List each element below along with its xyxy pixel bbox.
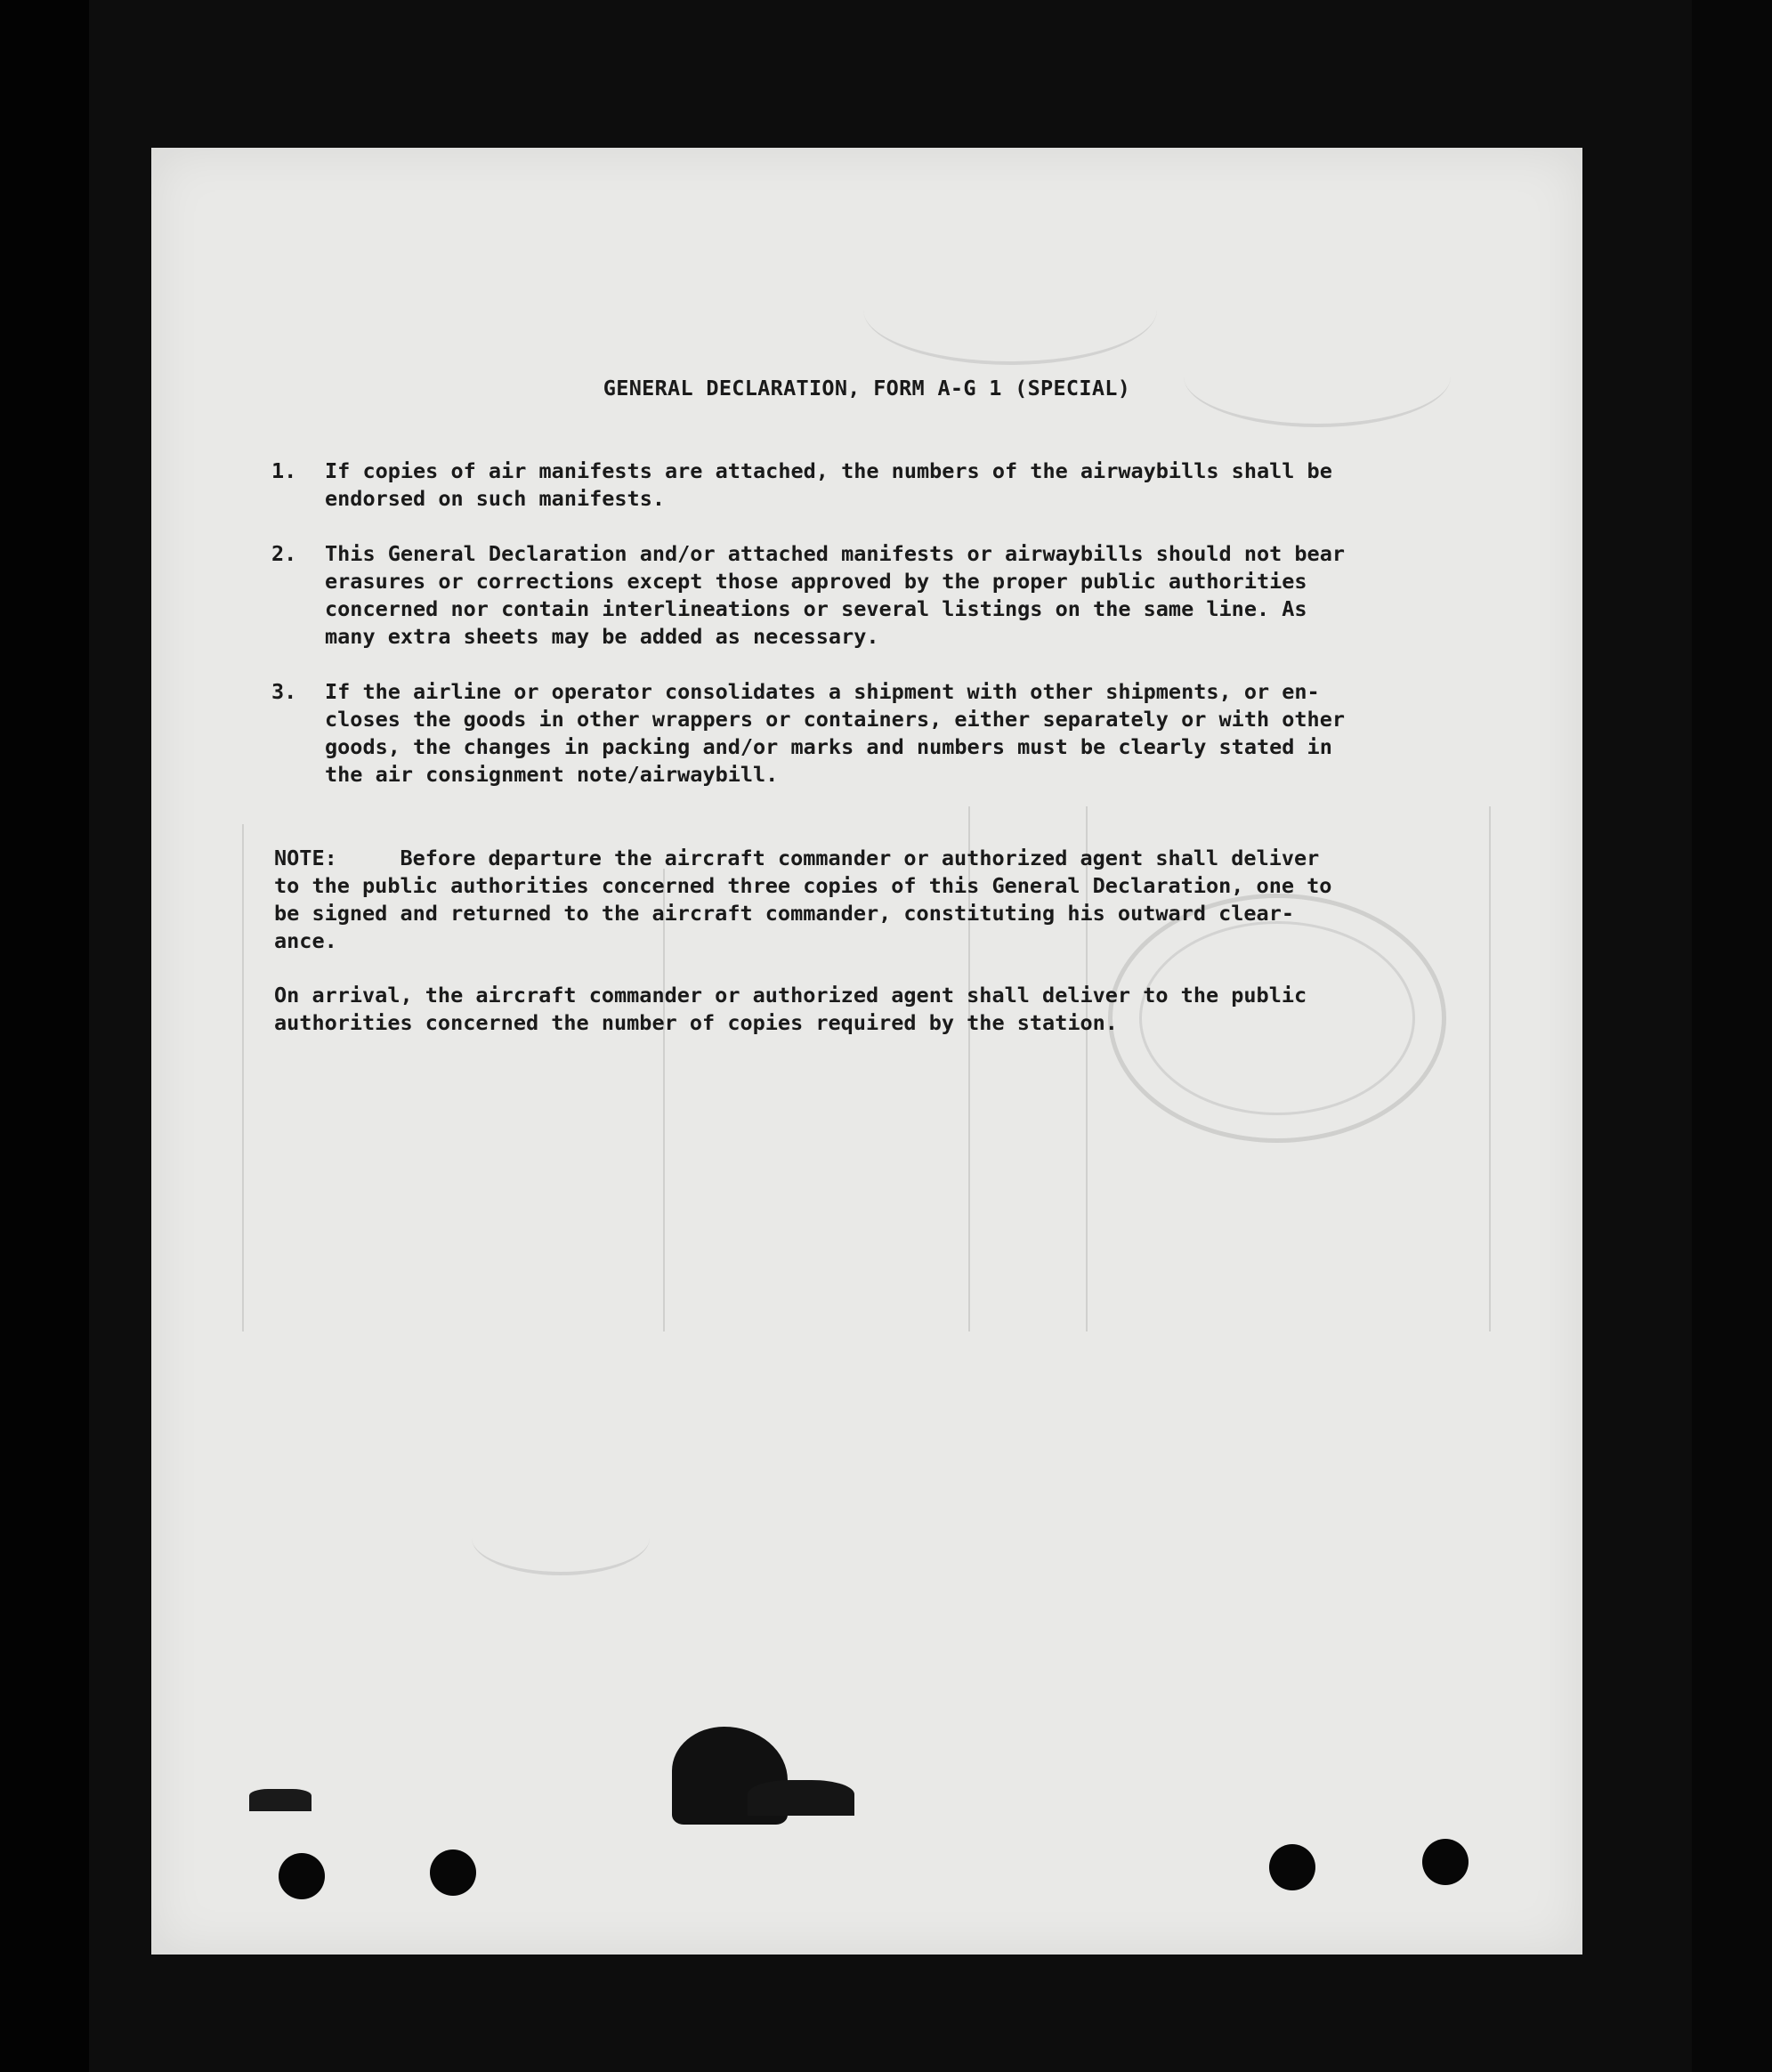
punch-hole xyxy=(1422,1839,1469,1885)
document-sheet xyxy=(151,148,1582,1955)
note-line: be signed and returned to the aircraft commander, constituting his outward clear- xyxy=(274,901,1295,926)
item-number: 3. xyxy=(271,679,297,704)
item-line: If the airline or operator consolidates a shipment with other shipments, or en- xyxy=(325,679,1320,704)
declaration-text-body xyxy=(151,148,1582,1955)
note-line: ance. xyxy=(274,928,337,953)
arrival-paragraph xyxy=(274,982,1458,1037)
item-line: erasures or corrections except those approved by the proper public authorities xyxy=(325,569,1307,594)
torn-edge xyxy=(748,1780,854,1816)
punch-hole xyxy=(279,1853,325,1899)
item-number: 2. xyxy=(271,541,297,566)
punch-hole xyxy=(1269,1844,1315,1890)
item-line: the air consignment note/airwaybill. xyxy=(325,762,779,787)
item-line: If copies of air manifests are attached, the numbers of the airwaybills shall be xyxy=(325,458,1332,483)
departure-note xyxy=(274,845,1458,955)
arrival-line: On arrival, the aircraft commander or authorized agent shall deliver to the public xyxy=(274,983,1307,1008)
item-line: endorsed on such manifests. xyxy=(325,486,666,511)
item-text xyxy=(325,457,1446,513)
punch-hole xyxy=(430,1849,476,1896)
note-line: to the public authorities concerned three copies of this General Declaration, one to xyxy=(274,873,1332,898)
item-line: goods, the changes in packing and/or marks and numbers must be clearly stated in xyxy=(325,734,1332,759)
note-label: NOTE: xyxy=(274,846,337,870)
item-line: concerned nor contain interlineations or several listings on the same line. As xyxy=(325,596,1307,621)
arrival-line: authorities concerned the number of copies required by the station. xyxy=(274,1010,1118,1035)
item-text xyxy=(325,678,1446,789)
document-title: GENERAL DECLARATION, FORM A-G 1 (SPECIAL) xyxy=(603,376,1131,401)
item-text xyxy=(325,540,1446,651)
film-edge-right xyxy=(1692,0,1772,2072)
note-line: Before departure the aircraft commander or authorized agent shall deliver xyxy=(400,846,1320,870)
item-line: This General Declaration and/or attached manifests or airwaybills should not bear xyxy=(325,541,1346,566)
item-line: many extra sheets may be added as necessary. xyxy=(325,624,879,649)
film-edge-left xyxy=(0,0,89,2072)
note-line-first xyxy=(274,845,1458,872)
item-number: 1. xyxy=(271,458,297,483)
item-line: closes the goods in other wrappers or containers, either separately or with other xyxy=(325,707,1346,732)
torn-edge xyxy=(249,1789,312,1811)
